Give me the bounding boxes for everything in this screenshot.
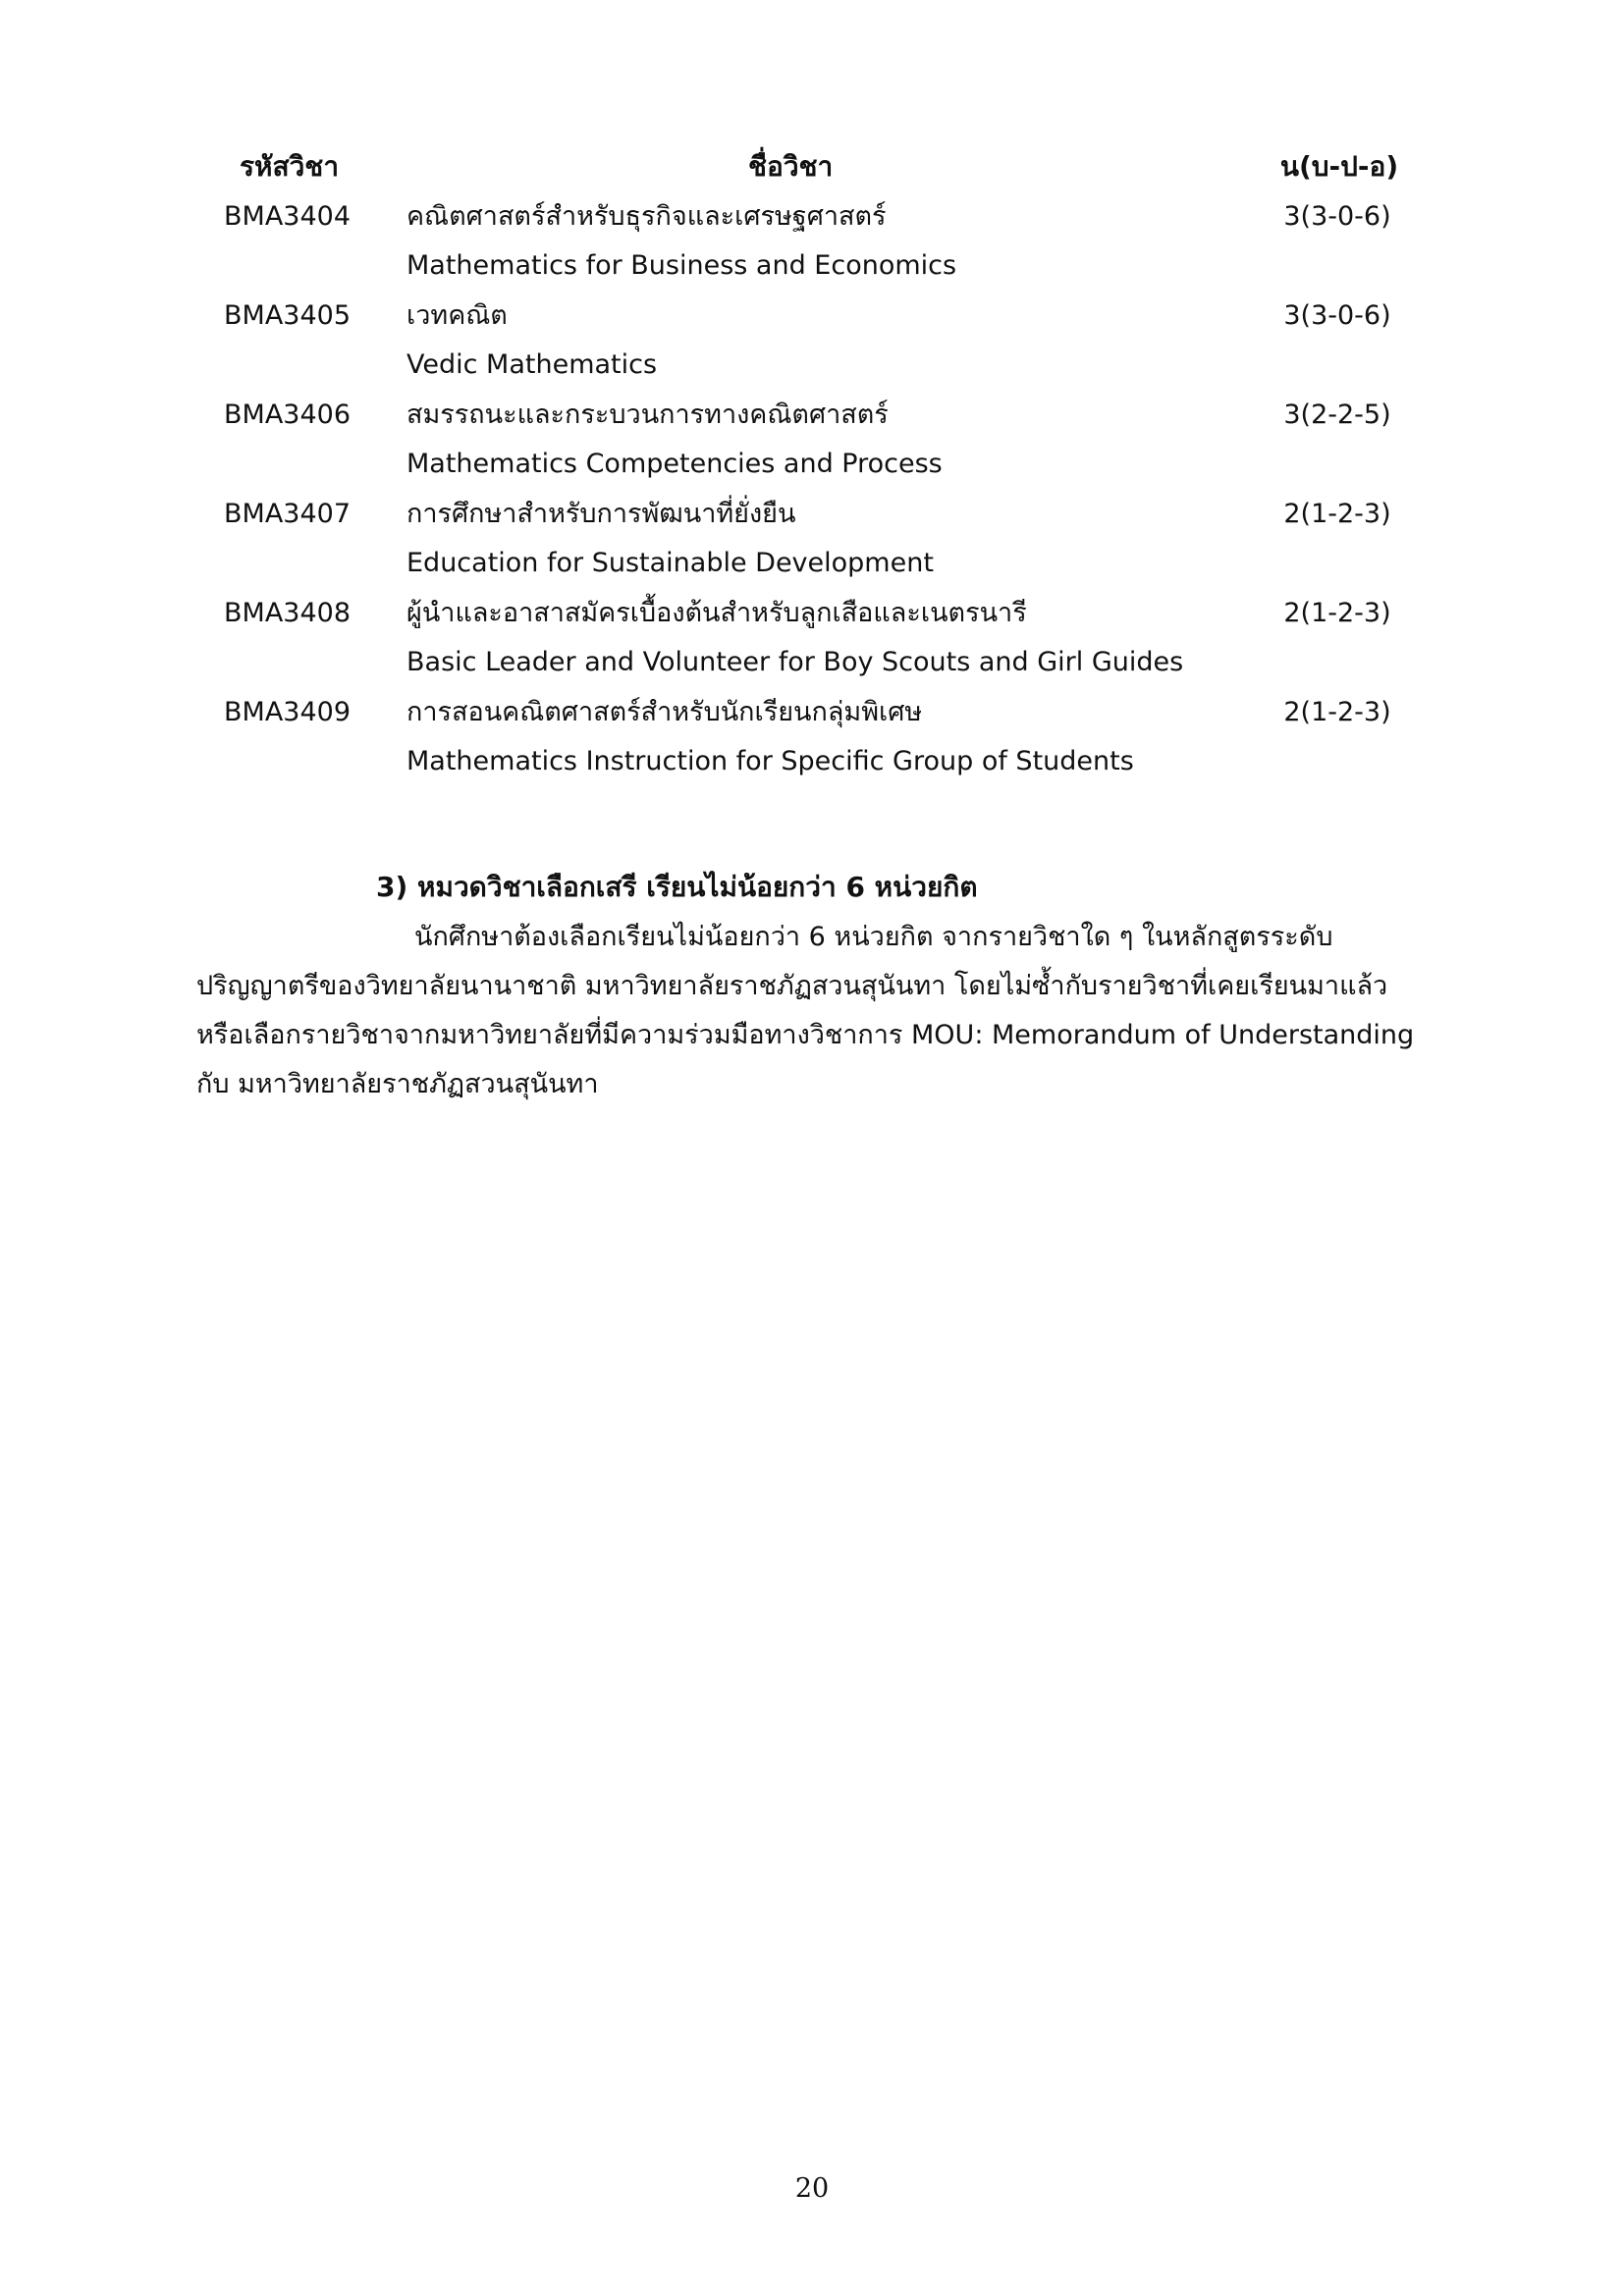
paragraph-line: นักศึกษาต้องเลือกเรียนไม่น้อยกว่า 6 หน่วยกิต จากรายวิชาใด ๆ ในหลักสูตรระดับ — [414, 922, 1333, 952]
course-name-english: Education for Sustainable Development — [406, 548, 934, 578]
table-row — [224, 391, 1402, 441]
table-row — [224, 688, 1402, 738]
course-credits: 2(1-2-3) — [1283, 498, 1391, 529]
course-name-thai: คณิตศาสตร์สำหรับธุรกิจและเศรษฐศาสตร์ — [406, 200, 887, 232]
course-credits: 2(1-2-3) — [1283, 696, 1391, 727]
course-credits: 3(3-0-6) — [1283, 200, 1391, 232]
course-code: BMA3404 — [224, 200, 352, 232]
course-code: BMA3409 — [224, 696, 352, 727]
table-row — [224, 490, 1402, 540]
table-row — [224, 192, 1402, 242]
course-name-english: Mathematics for Business and Economics — [406, 250, 957, 281]
table-row-english — [224, 638, 1402, 688]
table-row — [224, 589, 1402, 639]
paragraph-line: กับ มหาวิทยาลัยราชภัฏสวนสุนันทา — [196, 1069, 599, 1099]
course-table — [224, 142, 1402, 787]
table-row-english — [224, 440, 1402, 490]
course-name-english: Vedic Mathematics — [406, 349, 658, 380]
course-name-english: Basic Leader and Volunteer for Boy Scouts and Girl Guides — [406, 647, 1184, 677]
table-row-english — [224, 241, 1402, 292]
course-name-thai: การศึกษาสำหรับการพัฒนาที่ยั่งยืน — [406, 498, 796, 529]
paragraph-line: หรือเลือกรายวิชาจากมหาวิทยาลัยที่มีความร่วมมือทางวิชาการ MOU: Memorandum of Understanding — [196, 1020, 1415, 1050]
course-code: BMA3405 — [224, 299, 352, 331]
header-course-code: รหัสวิชา — [240, 150, 340, 183]
course-name-thai: สมรรถนะและกระบวนการทางคณิตศาสตร์ — [406, 399, 889, 430]
section-heading: 3) หมวดวิชาเลือกเสรี เรียนไม่น้อยกว่า 6 หน่วยกิต — [376, 871, 978, 903]
table-header-row — [224, 142, 1402, 192]
course-code: BMA3406 — [224, 399, 352, 430]
table-row — [224, 292, 1402, 342]
section-paragraph — [196, 913, 1435, 1109]
course-name-english: Mathematics Competencies and Process — [406, 449, 943, 479]
course-code: BMA3408 — [224, 597, 352, 628]
course-name-english: Mathematics Instruction for Specific Group of Students — [406, 746, 1134, 776]
page-number: 20 — [794, 2173, 830, 2204]
course-credits: 3(2-2-5) — [1283, 399, 1391, 430]
table-row-english — [224, 737, 1402, 787]
course-code: BMA3407 — [224, 498, 352, 529]
table-row-english — [224, 341, 1402, 391]
header-course-name: ชื่อวิชา — [748, 150, 834, 183]
table-row-english — [224, 539, 1402, 589]
course-name-thai: ผู้นำและอาสาสมัครเบื้องต้นสำหรับลูกเสือและเนตรนารี — [406, 597, 1027, 628]
course-name-thai: การสอนคณิตศาสตร์สำหรับนักเรียนกลุ่มพิเศษ — [406, 696, 923, 727]
course-credits: 2(1-2-3) — [1283, 597, 1391, 628]
free-elective-section — [196, 864, 1435, 1109]
course-credits: 3(3-0-6) — [1283, 299, 1391, 331]
course-name-thai: เวทคณิต — [406, 299, 508, 331]
header-credits: น(บ-ป-อ) — [1279, 150, 1399, 183]
paragraph-line: ปริญญาตรีของวิทยาลัยนานาชาติ มหาวิทยาลัยราชภัฏสวนสุนันทา โดยไม่ซ้ำกับรายวิชาที่เคยเรียนมาแล้ว — [196, 971, 1388, 1001]
